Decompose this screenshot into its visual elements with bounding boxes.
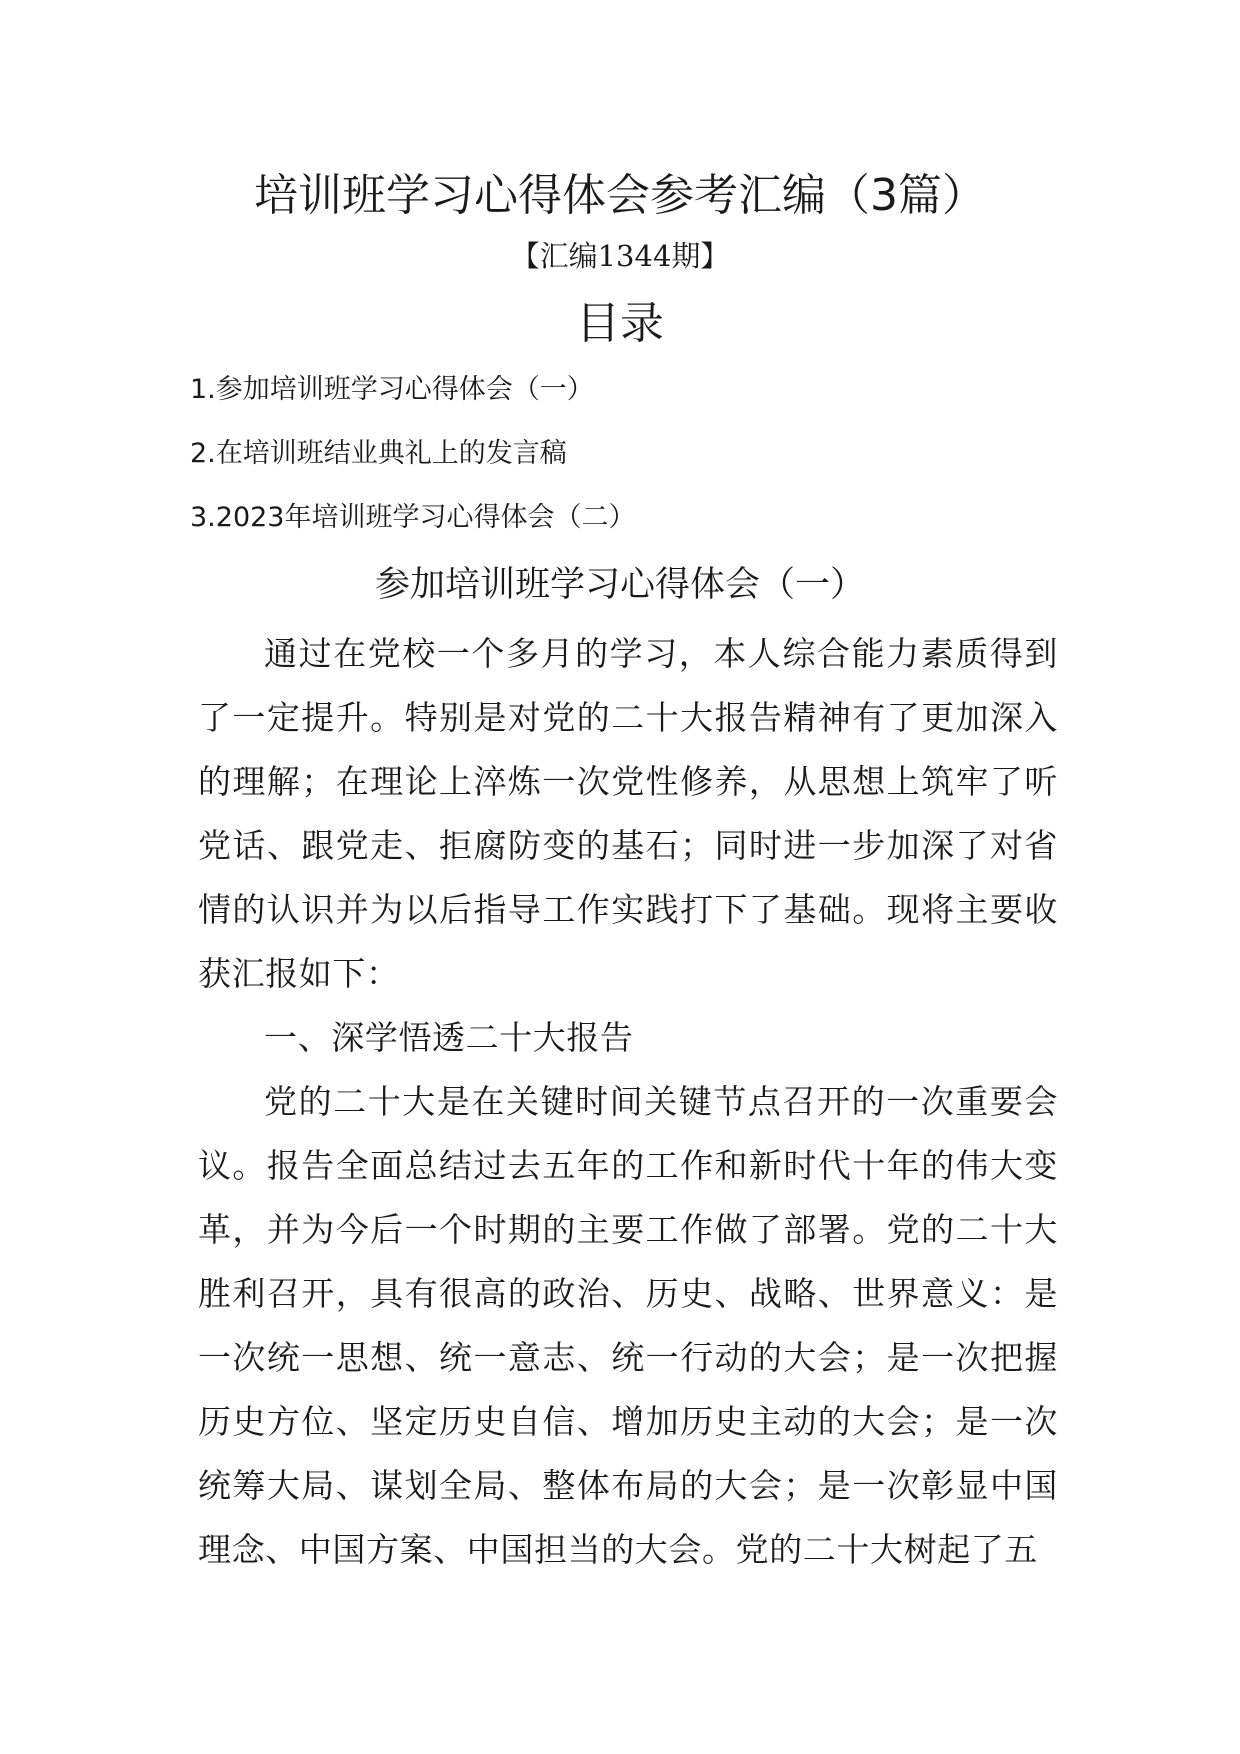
section-title: 参加培训班学习心得体会（一） [374,565,865,605]
issue-number: 【汇编1344期】 [510,239,730,273]
body-paragraph-2: 党的二十大是在关键时间关键节点召开的一次重要会议。报告全面总结过去五年的工作和新时代十年的伟大变革，并为今后一个时期的主要工作做了部署。党的二十大胜利召开，具有很高的政治、历史、战略、世界意义：是一次统一思想、统一意志、统一行动的大会；是一次把握历史方位、坚定历史自信、增加历史主动的大会；是一次统筹大局、谋划全局、整体布局的大会；是一次彰显中国理念、中国方案、中国担当的大会。党的二十大树起了五 [198,1082,1058,1569]
toc-item-1: 1.参加培训班学习心得体会（一） [190,374,594,405]
body-paragraph-1: 通过在党校一个多月的学习，本人综合能力素质得到了一定提升。特别是对党的二十大报告精神有了更加深入的理解；在理论上淬炼一次党性修养，从思想上筑牢了听党话、跟党走、拒腐防变的基石；同时进一步加深了对省情的认识并为以后指导工作实践打下了基础。现将主要收获汇报如下： [198,634,1058,993]
document-title: 培训班学习心得体会参考汇编（3篇） [254,170,986,221]
table-of-contents [190,370,635,562]
toc-heading: 目录 [576,298,664,349]
section-body [198,622,1058,1582]
toc-item-3: 3.2023年培训班学习心得体会（二） [190,502,636,533]
subheading-1: 一、深学悟透二十大报告 [264,1018,634,1057]
toc-item-2: 2.在培训班结业典礼上的发言稿 [190,438,567,469]
